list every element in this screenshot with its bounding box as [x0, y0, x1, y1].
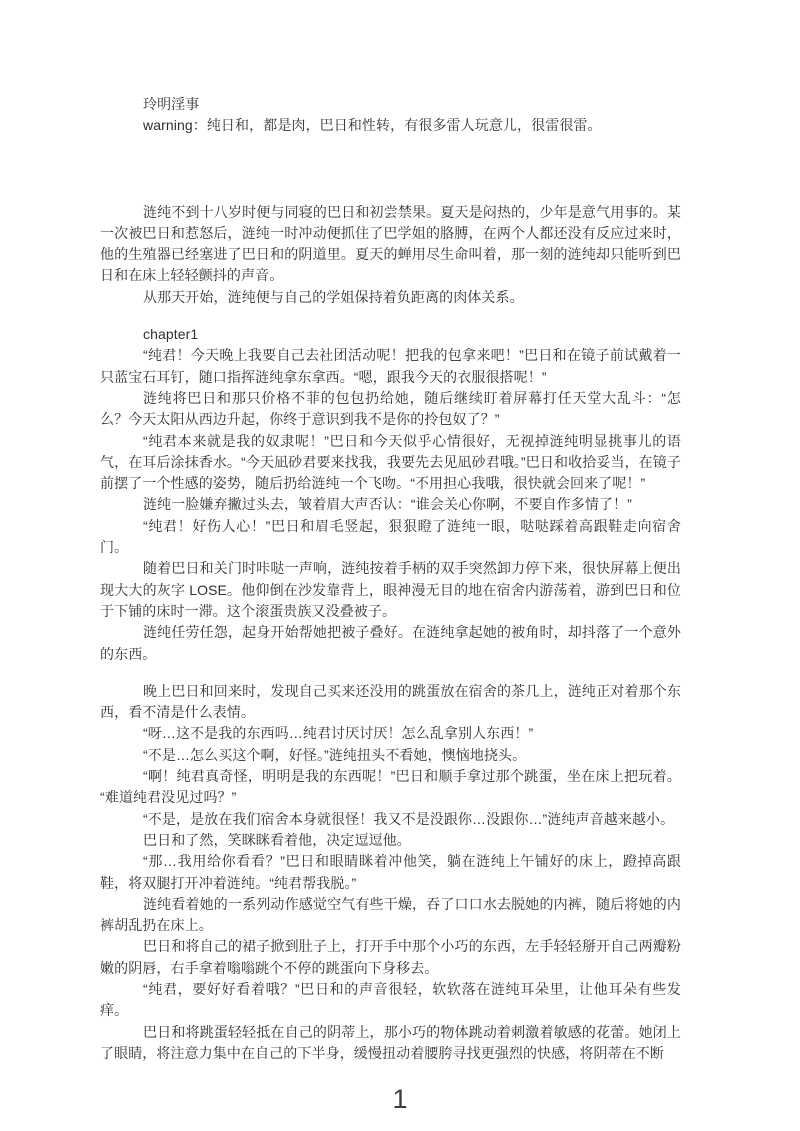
- story-title: 玲明淫事: [143, 96, 200, 112]
- paragraph: “那…我用给你看看？”巴日和眼睛眯着冲他笑，躺在涟纯上午铺好的床上，蹬掉高跟鞋，将双腿打开冲着涟纯。“纯君帮我脱。”: [100, 853, 681, 891]
- paragraph: “纯君，要好好看着哦？”巴日和的声音很轻，软软落在涟纯耳朵里，让他耳朵有些发痒。: [100, 980, 681, 1019]
- paragraph: “纯君本来就是我的奴隶呢！”巴日和今天似乎心情很好，无视掉涟纯明显挑事儿的语气，在耳后涂抹香水。“今天凪砂君要来找我，我要先去见凪砂君哦。”巴日和收拾妥当，在镜子前摆了一个性感的姿势，随后扔给涟纯一个飞吻。“不用担心我哦，很快就会回来了呢！”: [100, 432, 681, 492]
- chapter-heading: chapter1: [143, 326, 199, 343]
- content-warning: warning：纯日和，都是肉，巴日和性转，有很多雷人玩意儿，很雷很雷。: [143, 117, 602, 134]
- paragraph: 巴日和将跳蛋轻轻抵在自己的阴蒂上，那小巧的物体跳动着刺激着敏感的花蕾。她闭上了眼睛，将注意力集中在自己的下半身，缓慢扭动着腰胯寻找更强烈的快感，将阴蒂在不断: [100, 1023, 681, 1061]
- paragraph: “不是，是放在我们宿舍本身就很怪！我又不是没跟你…没跟你…”涟纯声音越来越小。: [143, 810, 675, 827]
- paragraph: “啊！纯君真奇怪，明明是我的东西呢！”巴日和顺手拿过那个跳蛋，坐在床上把玩着。“难道纯君没见过吗？”: [100, 768, 681, 806]
- paragraph: 晚上巴日和回来时，发现自己买来还没用的跳蛋放在宿舍的茶几上，涟纯正对着那个东西，看不清是什么表情。: [100, 682, 681, 721]
- paragraph: 巴日和将自己的裙子掀到肚子上，打开手中那个小巧的东西，左手轻轻掰开自己两瓣粉嫩的阴唇，右手拿着嗡嗡跳个不停的跳蛋向下身移去。: [100, 938, 681, 976]
- paragraph: “不是…怎么买这个啊，好怪。”涟纯扭头不看她，懊恼地挠头。: [143, 746, 527, 763]
- paragraph: 涟纯不到十八岁时便与同寝的巴日和初尝禁果。夏天是闷热的，少年是意气用事的。某一次被巴日和惹怒后，涟纯一时冲动便抓住了巴学姐的胳膊，在两个人都还没有反应过来时，他的生殖器已经塞进了巴日和的阴道里。夏天的蝉用尽生命叫着，那一刻的涟纯却只能听到巴日和在床上轻轻颤抖的声音。: [100, 203, 681, 284]
- document-body: [100, 94, 681, 1064]
- paragraph: 巴日和了然，笑眯眯看着他，决定逗逗他。: [143, 831, 411, 848]
- paragraph: 随着巴日和关门时咔哒一声响，涟纯按着手柄的双手突然卸力停下来，很快屏幕上便出现大大的灰字 LOSE。他仰倒在沙发靠背上，眼神漫无目的地在宿舍内游荡着，游到巴日和位于下铺的床时一滞。这个滚蛋贵族又没叠被子。: [100, 560, 681, 619]
- paragraph: 涟纯任劳任怨，起身开始帮她把被子叠好。在涟纯拿起她的被角时，却抖落了一个意外的东西。: [100, 624, 681, 662]
- paragraph: “纯君！好伤人心！”巴日和眉毛竖起，狠狠瞪了涟纯一眼，哒哒踩着高跟鞋走向宿舍门。: [100, 517, 681, 556]
- page-number: 1: [392, 1084, 408, 1114]
- blank-gap: [100, 137, 681, 202]
- paragraph: 涟纯将巴日和那只价格不菲的包包扔给她，随后继续盯着屏幕打任天堂大乱斗：“怎么？今天太阳从西边升起，你终于意识到我不是你的拎包奴了？”: [100, 389, 681, 428]
- paragraph: “纯君！今天晚上我要自己去社团活动呢！把我的包拿来吧！”巴日和在镜子前试戴着一只蓝宝石耳钉，随口指挥涟纯拿东拿西。“嗯，跟我今天的衣服很搭呢！”: [100, 347, 681, 385]
- paragraph: 涟纯看着她的一系列动作感觉空气有些干燥，吞了口口水去脱她的内裤，随后将她的内裤胡乱扔在床上。: [100, 895, 681, 934]
- paragraph: 从那天开始，涟纯便与自己的学姐保持着负距离的肉体关系。: [143, 288, 524, 305]
- paragraph: “呀…这不是我的东西吗…纯君讨厌讨厌！怎么乱拿别人东西！”: [143, 725, 534, 742]
- paragraph: 涟纯一脸嫌弃撇过头去，皱着眉大声否认：“谁会关心你啊，不要自作多情了！”: [143, 496, 632, 513]
